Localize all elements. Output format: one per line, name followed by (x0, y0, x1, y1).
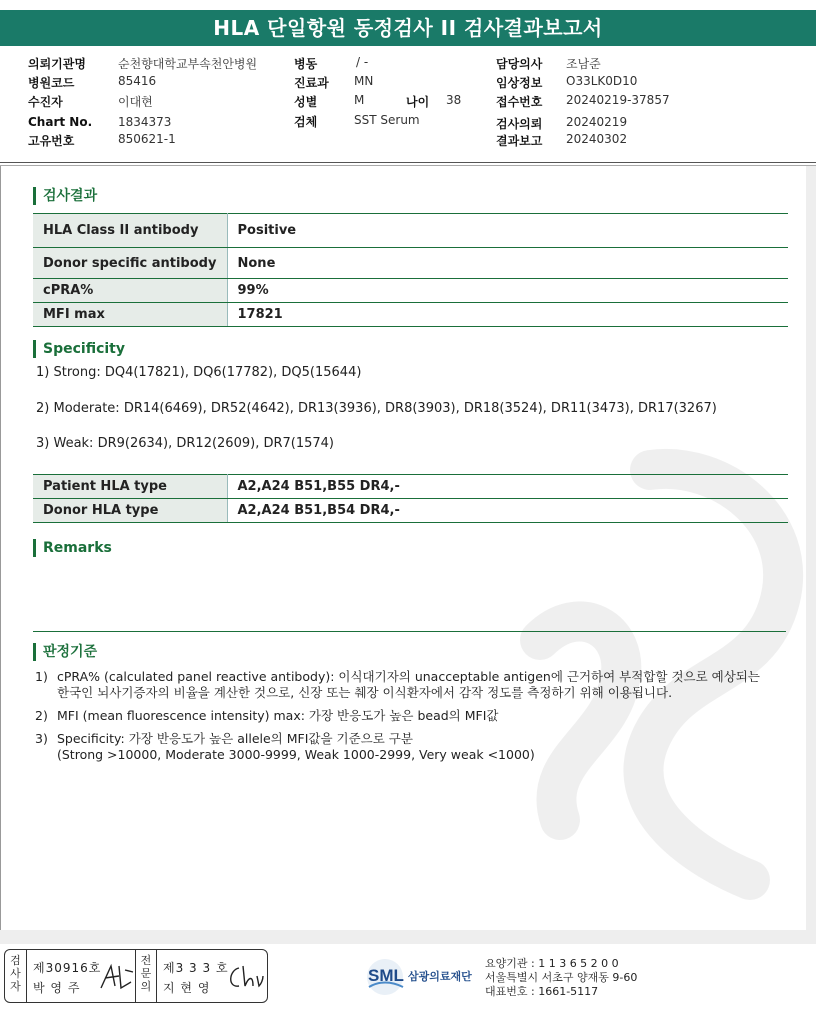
specialist-label: 전 문 의 (135, 950, 157, 1002)
result-value: Positive (227, 214, 788, 248)
clinical-value: O33LK0D10 (566, 74, 638, 88)
tester-signature (97, 962, 135, 992)
patient-info-block (28, 55, 808, 155)
hla-type-value: A2,A24 B51,B54 DR4,- (227, 499, 788, 523)
report-title: HLA 단일항원 동정검사 II 검사결과보고서 (0, 10, 816, 46)
report-date-label: 결과보고 (496, 134, 543, 148)
org-info (485, 957, 637, 999)
specificity-strong: 1) Strong: DQ4(17821), DQ6(17782), DQ5(15644) (36, 365, 362, 380)
doctor-value: 조남준 (566, 57, 601, 71)
result-key: HLA Class II antibody (33, 214, 227, 248)
results-table (33, 213, 788, 327)
table-row (33, 303, 788, 327)
dept-label: 진료과 (294, 76, 329, 90)
dept-value: MN (354, 74, 374, 88)
hla-type-value: A2,A24 B51,B55 DR4,- (227, 475, 788, 499)
criteria-text: MFI (mean fluorescence intensity) max: 가장 반응도가 높은 bead의 MFI값 (57, 708, 499, 723)
tester-name: 박 영 주 (33, 981, 81, 995)
specimen-value: SST Serum (354, 113, 420, 127)
ward-value: / - (356, 55, 369, 69)
table-row (33, 499, 788, 523)
specialist-license: 제3 3 3 호 (163, 961, 229, 975)
criteria-text: Specificity: 가장 반응도가 높은 allele의 MFI값을 기준으로 구분 (57, 731, 413, 746)
unique-label: 고유번호 (28, 134, 75, 148)
tester-license: 제30916호 (33, 961, 102, 975)
criteria-divider (33, 631, 786, 632)
specimen-label: 검체 (294, 115, 318, 129)
chart-value: 1834373 (118, 115, 172, 129)
patient-label: 수진자 (28, 95, 63, 109)
criteria-number: 3) (35, 731, 48, 746)
institution-label: 의뢰기관명 (28, 57, 86, 71)
specificity-weak: 3) Weak: DR9(2634), DR12(2609), DR7(1574) (36, 436, 334, 451)
table-row (33, 279, 788, 303)
hospital-code-label: 병원코드 (28, 76, 75, 90)
criteria-section-title: 판정기준 (33, 643, 97, 661)
result-value: 99% (227, 279, 788, 303)
remarks-section-title: Remarks (33, 539, 112, 557)
request-value: 20240219 (566, 115, 628, 129)
hla-type-key: Donor HLA type (33, 499, 227, 523)
result-value: 17821 (227, 303, 788, 327)
table-row (33, 214, 788, 248)
unique-value: 850621-1 (118, 132, 176, 146)
org-code: 요양기관 : 1 1 3 6 5 2 0 0 (485, 957, 619, 970)
age-value: 38 (446, 93, 462, 107)
header-divider (0, 162, 816, 163)
header-divider-secondary (0, 165, 816, 166)
org-name: 삼광의료재단 (408, 970, 472, 983)
specialist-name: 지 현 영 (163, 981, 211, 995)
specificity-moderate: 2) Moderate: DR14(6469), DR52(4642), DR13(3936), DR8(3903), DR18(3524), DR11(3473), DR17(3267) (36, 401, 717, 416)
table-row (33, 475, 788, 499)
hla-type-key: Patient HLA type (33, 475, 227, 499)
page-left-border (0, 166, 1, 930)
hla-type-table (33, 474, 788, 523)
request-label: 검사의뢰 (496, 117, 543, 131)
org-address: 서울특별시 서초구 양재동 9-60 (485, 971, 638, 984)
criteria-text: cPRA% (calculated panel reactive antibody): 이식대기자의 unacceptable antigen에 근거하여 부적합할 것으로 예상되는 (57, 669, 760, 684)
result-key: cPRA% (33, 279, 227, 303)
clinical-label: 임상정보 (496, 76, 543, 90)
criteria-text: 한국인 뇌사기증자의 비율을 계산한 것으로, 신장 또는 췌장 이식환자에서 감작 정도를 측정하기 위해 이용됩니다. (57, 685, 673, 700)
ward-label: 병동 (294, 57, 318, 71)
sex-value: M (354, 93, 365, 107)
org-phone: 대표번호 : 1661-5117 (485, 985, 599, 998)
age-label: 나이 (406, 95, 430, 109)
result-key: Donor specific antibody (33, 248, 227, 279)
results-section-title: 검사결과 (33, 187, 97, 205)
patient-value: 이대현 (118, 95, 153, 109)
signature-box (4, 949, 268, 1003)
result-key: MFI max (33, 303, 227, 327)
specificity-section-title: Specificity (33, 340, 125, 358)
institution-value: 순천향대학교부속천안병원 (118, 57, 258, 71)
report-date-value: 20240302 (566, 132, 628, 146)
doctor-label: 담당의사 (496, 57, 543, 71)
criteria-number: 2) (35, 708, 48, 723)
table-row (33, 248, 788, 279)
sex-label: 성별 (294, 95, 318, 109)
criteria-text: (Strong >10000, Moderate 3000-9999, Weak 1000-2999, Very weak <1000) (57, 747, 535, 762)
receipt-value: 20240219-37857 (566, 93, 670, 107)
chart-label: Chart No. (28, 115, 93, 129)
result-value: None (227, 248, 788, 279)
criteria-number: 1) (35, 669, 48, 684)
sml-logo-text: SML (368, 966, 404, 985)
receipt-label: 접수번호 (496, 95, 543, 109)
page-bottom-margin (0, 930, 816, 944)
hospital-code-value: 85416 (118, 74, 157, 88)
tester-label: 검 사 자 (5, 950, 27, 1002)
specialist-signature (225, 962, 265, 992)
